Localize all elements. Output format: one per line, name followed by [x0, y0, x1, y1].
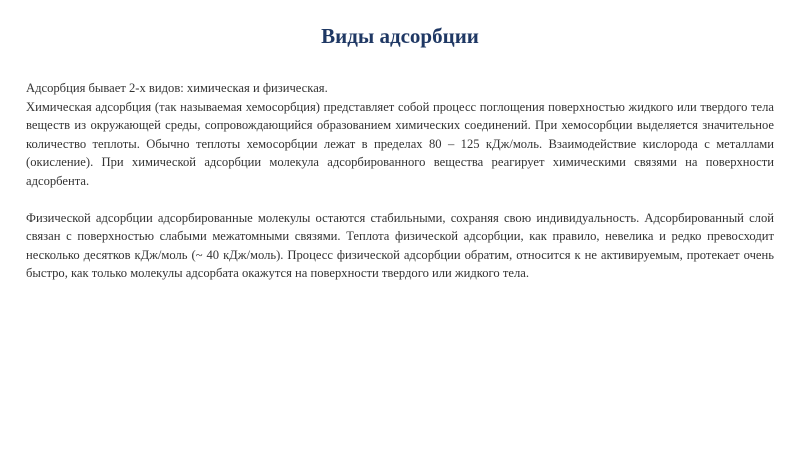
chemical-adsorption-paragraph: Химическая адсорбция (так называемая хемосорбция) представляет собой процесс поглощения поверхностью жидкого или твердого тела веществ из окружающей среды, сопровождающийся образованием химических соединений. При хемосорбции выделяется значительное количество теплоты. Обычно теплоты хемосорбции лежат в пределах 80 – 125 кДж/моль. Взаимодействие кислорода с металлами (окисление). При химической адсорбции молекула адсорбированного вещества реагирует химическими связями на поверхности адсорбента. — [26, 99, 774, 188]
slide-body — [26, 79, 774, 283]
intro-paragraph: Адсорбция бывает 2-х видов: химическая и физическая. — [26, 81, 328, 95]
paragraph-spacer — [26, 190, 774, 209]
slide-title: Виды адсорбции — [321, 24, 479, 48]
physical-adsorption-paragraph: Физической адсорбции адсорбированные молекулы остаются стабильными, сохраняя свою индивидуальность. Адсорбированный слой связан с поверхностью слабыми межатомными связями. Теплота физической адсорбции, как правило, невелика и редко превосходит несколько десятков кДж/моль (~ 40 кДж/моль). Процесс физической адсорбции обратим, относится к не активируемым, протекает очень быстро, как только молекулы адсорбата окажутся на поверхности твердого или жидкого тела. — [26, 210, 774, 280]
